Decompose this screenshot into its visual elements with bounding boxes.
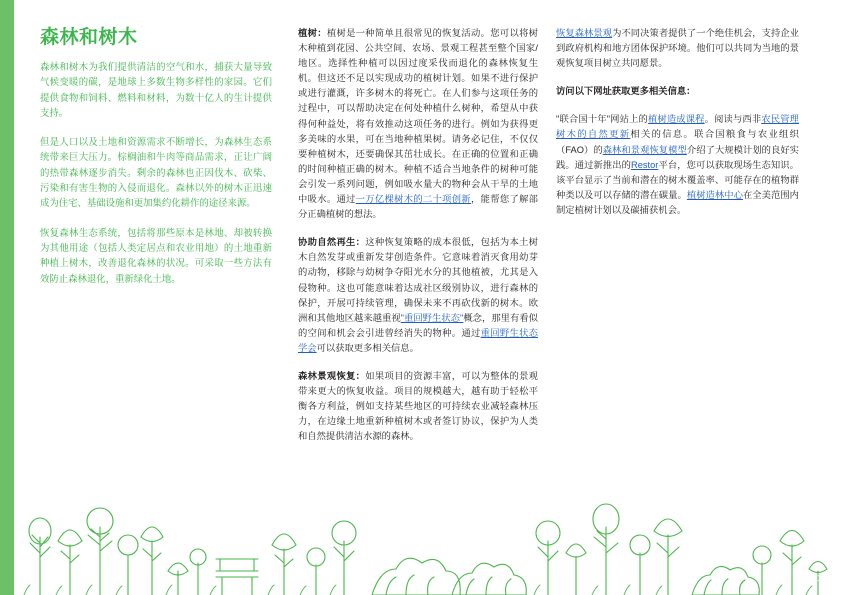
left-edge-bar-inner [14, 0, 20, 595]
right-seg-0: "联合国十年"网站上的 [556, 114, 648, 125]
link-fmnr[interactable]: 农民管理树木的自然更新 [556, 114, 799, 140]
left-paragraph-2: 但是人口以及土地和资源需求不断增长，为森林生态系统带来巨大压力。棕榈油和牛肉等商品需求，正让广阔的热带森林逐步消失。剩余的森林也正因伐木、砍柴、污染和有害生物的入侵而退化。森林以外的树木正迅速成为住宅、基础设施和更加集约化耕作的途径来源。 [40, 136, 272, 209]
link-restor[interactable]: Restor [630, 159, 659, 170]
right-resources-paragraph [556, 112, 799, 218]
middle-column [298, 26, 538, 457]
section-assisted-regeneration-body-3: 可以获取更多相关信息。 [316, 342, 419, 353]
link-rewilding-institute[interactable]: 重回野生状态学会 [298, 327, 538, 353]
section-planting-trees-body-2: ，能帮您了解部分正确植树的想法。 [298, 194, 538, 220]
right-intro-paragraph [556, 26, 799, 71]
section-assisted-regeneration-body-2: 概念，那里有看似的空间和机会会引进曾经消失的物种。通过 [298, 312, 538, 338]
link-twenty-innovations[interactable]: 一万亿棵树木的二十项创新 [355, 194, 472, 205]
section-flr-lead: 森林景观恢复： [298, 370, 366, 381]
right-subhead: 访问以下网址获取更多相关信息： [556, 86, 696, 97]
link-rewilding-concept[interactable]: "重回野生状态" [400, 312, 464, 323]
section-forest-landscape-restoration [298, 369, 538, 444]
section-assisted-regeneration [298, 235, 538, 356]
right-seg-2: 。阅读与西非 [704, 114, 762, 125]
page-title: 森林和树木 [40, 27, 138, 48]
right-seg-8: 平台，您可以获取现场生态知识。该平台显示了当前和潜在的树木覆盖率、可能存在的植物群种类以及可以存储的潜在碳量。 [556, 159, 799, 200]
section-assisted-regeneration-lead: 协助自然再生： [298, 237, 366, 248]
link-forest-landscape-restoration[interactable]: 恢复森林景观 [556, 28, 613, 38]
left-paragraph-1: 森林和树木为我们提供清洁的空气和水，捕获大量导致气候变暖的碳，是地球上多数生物多样性的家园。它们提供食物和饲料、燃料和材料，为数十亿人的生计提供支持。 [40, 61, 272, 118]
section-planting-trees-body-1: 植树是一种简单且很常见的恢复活动。您可以将树木种植到花园、公共空间、农场、景观工程甚至整个国家/地区。选择性种植可以因过度采伐而退化的森林恢复生机。但这还不足以实现成功的植树计划。如果不进行保护或进行灌溉，许多树木的将死亡。在人们参与这项任务的过程中，可以帮助决定在何处种植什么树种，希望从中获得何种益处，将有效推动这项任务的进行。例如为获得更多美味的水果，可在当地种植果树。请务必记住，不仅仅要种植树木，还要确保其茁壮成长。在正确的位置和正确的时间种植正确的树木。种植不适合当地条件的树种可能会引发一系列问题，例如吸水量大的物种会从干旱的土地中吸水。通过 [298, 28, 538, 205]
section-planting-trees-lead: 植树： [298, 28, 327, 38]
section-assisted-regeneration-body-1: 这种恢复策略的成本很低，包括为本土树木自然发芽或重新发芽创造条件。它意味着消灭食用幼芽的动物，移除与幼树争夺阳光水分的其他植被，尤其是入侵物种。这也可能意味着达成社区级别协议，进行森林的保护，开展可持续管理，确保未来不再砍伐新的树木。欧洲和其他地区越来越重视 [298, 237, 538, 323]
left-edge-bar [0, 0, 14, 595]
right-intro-body: 为不同决策者提供了一个绝佳机会，支持企业到政府机构和地方团体保护环境。他们可以共同为当地的景观恢复项目树立共同愿景。 [556, 28, 799, 69]
left-paragraph-3: 恢复森林生态系统，包括将那些原本是林地、却被转换为其他用途（包括人类定居点和农业用地）的土地重新种植上树木，改善退化森林的状况。可采取一些方法有效防止森林退化，重新绿化土地。 [40, 226, 272, 284]
link-tree-planting-course[interactable]: 植树造成课程 [647, 114, 705, 125]
right-column [556, 26, 799, 231]
forest-illustration [0, 445, 841, 595]
left-column [40, 26, 272, 300]
link-flr-model[interactable]: 森林和景观恢复模型 [602, 144, 687, 155]
page-number: 12 [816, 573, 827, 583]
section-planting-trees [298, 26, 538, 222]
section-flr-body-1: 如果项目的资源丰富，可以为整体的景观带来更大的恢复收益。项目的规模越大，越有助于轻松平衡各方利益，例如支持某些地区的可持续农业减轻森林压力，在边缘土地重新种植树木或者签订协议，保护为人类和自然提供清洁水源的森林。 [298, 370, 538, 442]
right-seg-4: 相关的信息。联合国粮食与农业组织（FAO）的 [556, 129, 799, 155]
right-seg-6: 介绍了大规模计划的良好实践。通过新推出的 [556, 144, 799, 170]
right-seg-10: 在全美范围内制定植树计划以及碳捕获机会。 [556, 189, 799, 215]
link-afforestation-center[interactable]: 植树造林中心 [686, 189, 743, 200]
